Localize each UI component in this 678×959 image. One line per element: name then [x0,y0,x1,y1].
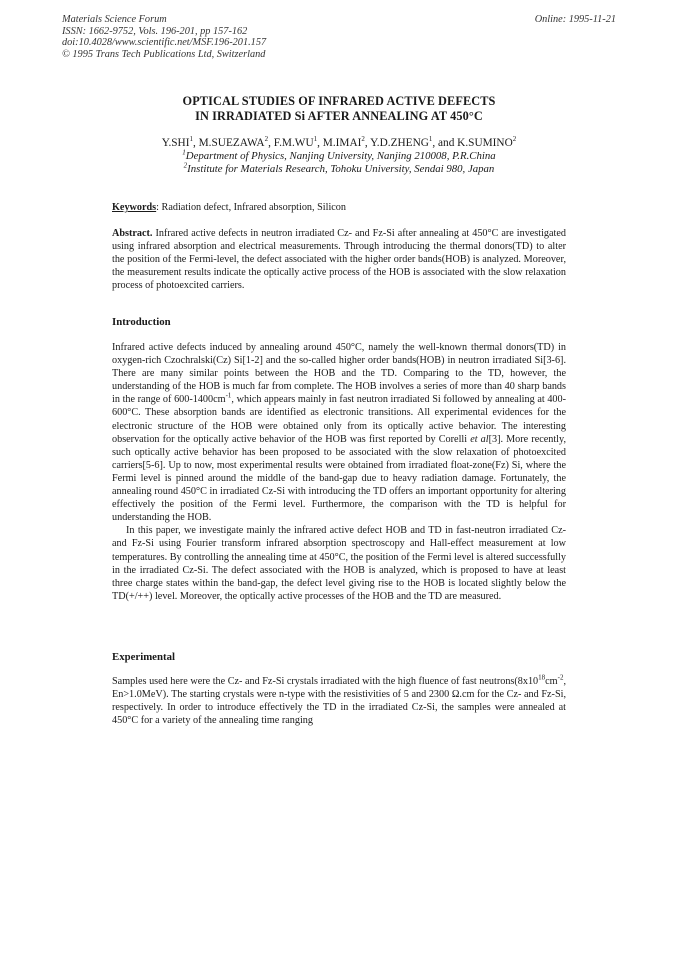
keywords-text: : Radiation defect, Infrared absorption, Silicon [156,202,346,213]
intro-p1-part-c: [3]. More recently, such optically active behavior has been proposed to be associated with the slow relaxation of photoexcited carriers[5-6]. Up to now, most experimental results were obtained from irradiated float-zone(Fz) Si, where the Fermi level is pinned around the middle of the band-gap due to heavy radiation damage. Fortunately, the annealing round 450°C in irradiated Cz-Si with introducing the TD offers an important opportunity for altering effectively the position of the Fermi level. Furthermore, the comparison with the TD is helpful for understanding the HOB. [112,433,566,524]
author-imai: , M.IMAI [317,137,362,149]
author-suezawa: , M.SUEZAWA [192,137,265,149]
abstract-label: Abstract. [112,228,153,239]
keywords [112,201,566,214]
affiliation-2 [62,163,616,176]
exp-superscript-1: 18 [538,673,546,682]
author-wu: , F.M.WU [268,137,314,149]
keywords-label: Keywords [112,202,157,213]
intro-p1-part-a: Infrared active defects induced by annealing around 450°C, namely the well-known thermal donors(TD) in oxygen-rich Czochralski(Cz) Si[1-2] and the so-called higher order bands(HOB) in neutron irradiated Si[3-6]. There are many similar points between the HOB and the TD. Comparing to the TD, however, the understanding of the HOB is much far from complete. The HOB involves a series of more than 40 sharp bands in the range of 600-1400cm [112,342,566,406]
doi-line: doi:10.4028/www.scientific.net/MSF.196-201.157 [62,37,267,49]
exp-part-a: Samples used here were the Cz- and Fz-Si crystals irradiated with the high fluence of fast neutrons(8x10 [112,676,539,687]
intro-p1-superscript: -1 [225,391,232,400]
author-affil-mark: 1 [428,135,433,144]
journal-header [62,14,266,60]
paper-title [62,94,616,123]
copyright-line: © 1995 Trans Tech Publications Ltd, Switzerland [62,48,266,60]
journal-name: Materials Science Forum [62,14,167,25]
title-line-2: IN IRRADIATED Si AFTER ANNEALING AT 450°C [195,108,483,123]
affil-mark: 2 [183,161,188,170]
introduction-body [112,341,566,603]
author-sumino: , and K.SUMINO [432,137,513,149]
exp-part-c: , En>1.0MeV). The starting crystals were n-type with the resistivities of 5 and 2300 Ω.cm for the Cz- and Fz-Si, respectively. In order to introduce effectively the TD in the irradiated Cz-Si, the samples were annealed at 450°C for a variety of the annealing time ranging [112,676,566,727]
author-affil-mark: 2 [361,135,365,144]
intro-p1-italic: et al [470,433,489,445]
introduction-paragraph-2: In this paper, we investigate mainly the infrared active defect HOB and TD in fast-neutron irradiated Cz- and Fz-Si using Fourier transform infrared absorption spectroscopy and Hall-effect measurement at low temperatures. By controlling the annealing time at 450°C, the position of the Fermi level is altered successfully in the irradiated Cz-Si. The defect associated with the HOB is analyzed, which is proposed to have at least three charge states within the band-gap, the defect level giving rise to the HOB is located slightly below the TD(+/++) level. Moreover, the optically active processes of the HOB and the TD are measured. [112,525,566,602]
affiliation-1 [62,150,616,163]
author-affil-mark: 2 [264,135,269,144]
exp-part-b: cm [545,676,558,687]
abstract [112,227,566,292]
affil-mark: 1 [182,148,186,157]
introduction-heading: Introduction [112,316,171,328]
author-affil-mark: 1 [313,135,318,144]
abstract-text: Infrared active defects in neutron irradiated Cz- and Fz-Si after annealing at 450°C are investigated using infrared absorption and electrical measurements. Through introducing the thermal donors(TD) to alter the position of the Fermi-level, the defect associated with the higher order bands(HOB) is analyzed. Moreover, the measurement results indicate the optically active process of the HOB is associated with the slow relaxation process of photoexcited carriers. [112,228,566,292]
author-zheng: , Y.D.ZHENG [364,137,429,149]
introduction-paragraph-1 [112,341,566,524]
intro-p1-part-b: , which appears mainly in fast neutron irradiated Si followed by annealing at 400-600°C. These absorption bands are identified as electronic transitions. All experimental evidences for the electronic structure of the HOB were obtained only from its optically active behavior. The interesting observation for the optically active behavior of the HOB was first reported by Corelli [112,394,566,445]
author-list [62,136,616,150]
affiliation-2-text: Institute for Materials Research, Tohoku University, Sendai 980, Japan [187,163,495,175]
author-affil-mark: 2 [512,135,517,144]
author-affil-mark: 1 [189,135,193,144]
exp-superscript-2: -2 [557,673,564,682]
author-shi: Y.SHI [161,137,190,149]
affiliation-1-text: Department of Physics, Nanjing University, Nanjing 210008, P.R.China [185,150,496,162]
title-line-1: OPTICAL STUDIES OF INFRARED ACTIVE DEFECTS [182,94,496,108]
online-date: Online: 1995-11-21 [534,14,616,25]
issn-line: ISSN: 1662-9752, Vols. 196-201, pp 157-162 [62,25,248,37]
experimental-body [112,675,566,727]
experimental-heading: Experimental [112,651,175,663]
